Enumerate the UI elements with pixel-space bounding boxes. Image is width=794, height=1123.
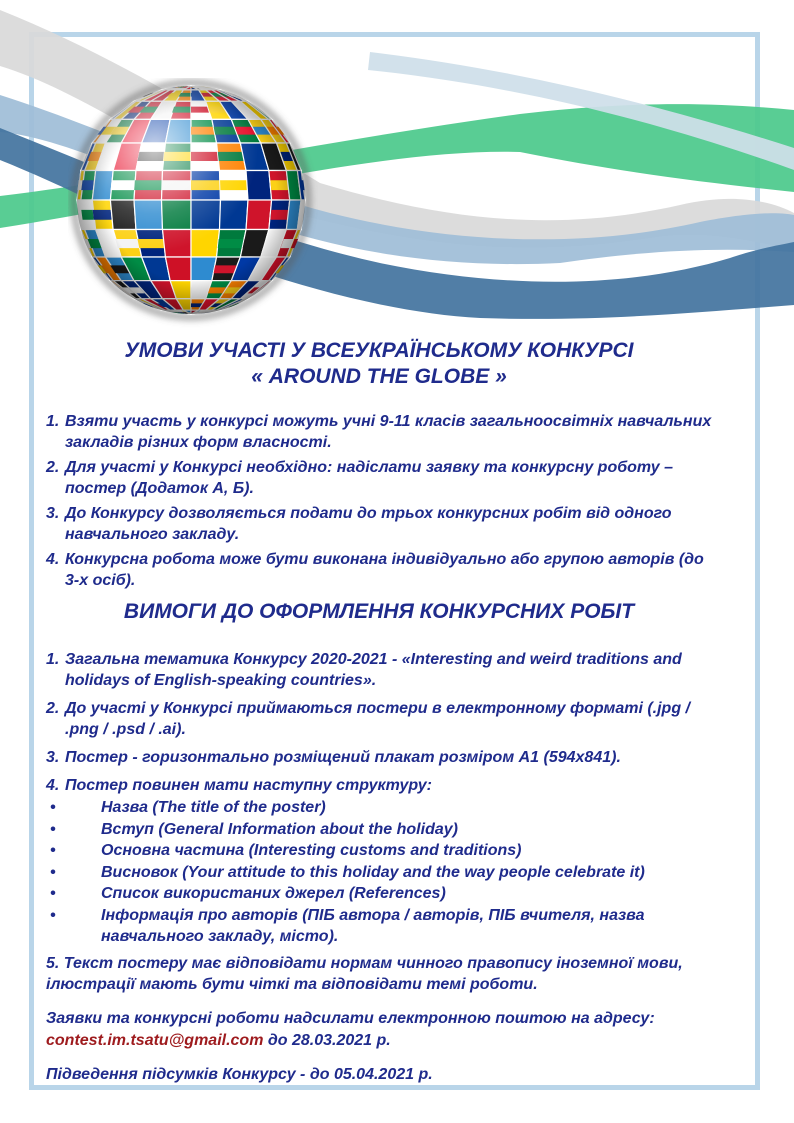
- bullet-item-text: Основна частина (Interesting customs and traditions): [101, 842, 522, 859]
- bullet-item-text: Інформація про авторів (ПІБ автора / авторів, ПІБ вчителя, назва навчального закладу, місто).: [101, 906, 645, 945]
- results-deadline-line: Підведення підсумків Конкурсу - до 05.04.2021 р.: [46, 1065, 433, 1083]
- list-item-text: До Конкурсу дозволяється подати до трьох конкурсних робіт від одного навчального закладу.: [65, 505, 672, 543]
- list-item-text: Взяти участь у конкурсі можуть учні 9-11 класів загальноосвітніх навчальних закладів різних форм власності.: [65, 413, 712, 451]
- list-item: [46, 549, 712, 591]
- list-item-text: До участі у Конкурсі приймаються постери в електронному форматі (.jpg / .png / .psd / .ai).: [65, 700, 690, 738]
- bullet-item: [46, 819, 712, 841]
- document-content: [46, 338, 712, 1086]
- list-item-number: 3.: [46, 505, 60, 522]
- bullet-icon: •: [50, 906, 56, 924]
- bullet-icon: •: [50, 863, 56, 881]
- list-item-text: Текст постеру має відповідати нормам чинного правопису іноземної мови, ілюстрації мають бути чіткі та відповідати темі роботи.: [46, 954, 683, 993]
- requirements-heading: ВИМОГИ ДО ОФОРМЛЕННЯ КОНКУРСНИХ РОБІТ: [123, 600, 635, 623]
- list-item: [46, 953, 712, 995]
- page-title: [46, 338, 712, 390]
- bullet-item: [46, 905, 712, 948]
- submission-deadline-line: [46, 1030, 712, 1052]
- bullet-item-text: Висновок (Your attitude to this holiday and the way people celebrate it): [101, 863, 645, 881]
- list-item: [46, 649, 712, 691]
- list-item: [46, 747, 712, 768]
- list-item-number: 1.: [46, 651, 60, 668]
- globe-highlight: [77, 86, 305, 314]
- list-item-number: 4.: [46, 551, 60, 568]
- list-item-number: 5.: [46, 954, 60, 972]
- list-item-number: 1.: [46, 413, 60, 430]
- page-title-line2: « AROUND THE GLOBE »: [251, 365, 507, 388]
- list-item: [46, 698, 712, 740]
- contest-email-link[interactable]: contest.im.tsatu@gmail.com: [46, 1031, 264, 1049]
- list-item-text: Загальна тематика Конкурсу 2020-2021 - «Interesting and weird traditions and holidays of English-speaking countries».: [65, 651, 682, 689]
- submission-instruction: Заявки та конкурсні роботи надсилати електронною поштою на адресу:: [46, 1009, 655, 1027]
- poster-structure-bullets: [46, 797, 712, 948]
- bullet-icon: •: [50, 842, 56, 859]
- list-item-number: 2.: [46, 459, 60, 476]
- list-item: [46, 411, 712, 453]
- submission-info: [46, 1008, 712, 1086]
- bullet-item: [46, 862, 712, 884]
- bullet-item: [46, 797, 712, 819]
- list-item-text: Постер повинен мати наступну структуру:: [65, 777, 432, 794]
- list-item: [46, 503, 712, 545]
- list-item: [46, 457, 712, 499]
- list-item: [46, 775, 712, 796]
- submission-deadline: до 28.03.2021 р.: [263, 1031, 391, 1049]
- list-item-text: Постер - горизонтально розміщений плакат розміром А1 (594х841).: [65, 749, 621, 766]
- bullet-icon: •: [50, 885, 56, 902]
- list-item-text: Для участі у Конкурсі необхідно: надіслати заявку та конкурсну роботу – постер (Додаток А, Б).: [65, 459, 673, 497]
- bullet-item-text: Назва (The title of the poster): [101, 799, 326, 816]
- list-item-text: Конкурсна робота може бути виконана індивідуально або групою авторів (до 3-х осіб).: [65, 551, 704, 589]
- bullet-item-text: Список використаних джерел (References): [101, 885, 446, 902]
- bullet-item-text: Вступ (General Information about the holiday): [101, 820, 458, 838]
- participation-terms-list: [46, 411, 712, 591]
- requirements-list: [46, 649, 712, 995]
- bullet-icon: •: [50, 799, 56, 816]
- list-item-number: 2.: [46, 700, 60, 717]
- list-item-number: 4.: [46, 777, 60, 794]
- bullet-icon: •: [50, 820, 56, 838]
- list-item-number: 3.: [46, 749, 60, 766]
- bullet-item: [46, 840, 712, 862]
- page-title-line1: УМОВИ УЧАСТІ У ВСЕУКРАЇНСЬКОМУ КОНКУРСІ: [124, 339, 634, 362]
- bullet-item: [46, 883, 712, 905]
- flag-globe-icon: [68, 78, 318, 330]
